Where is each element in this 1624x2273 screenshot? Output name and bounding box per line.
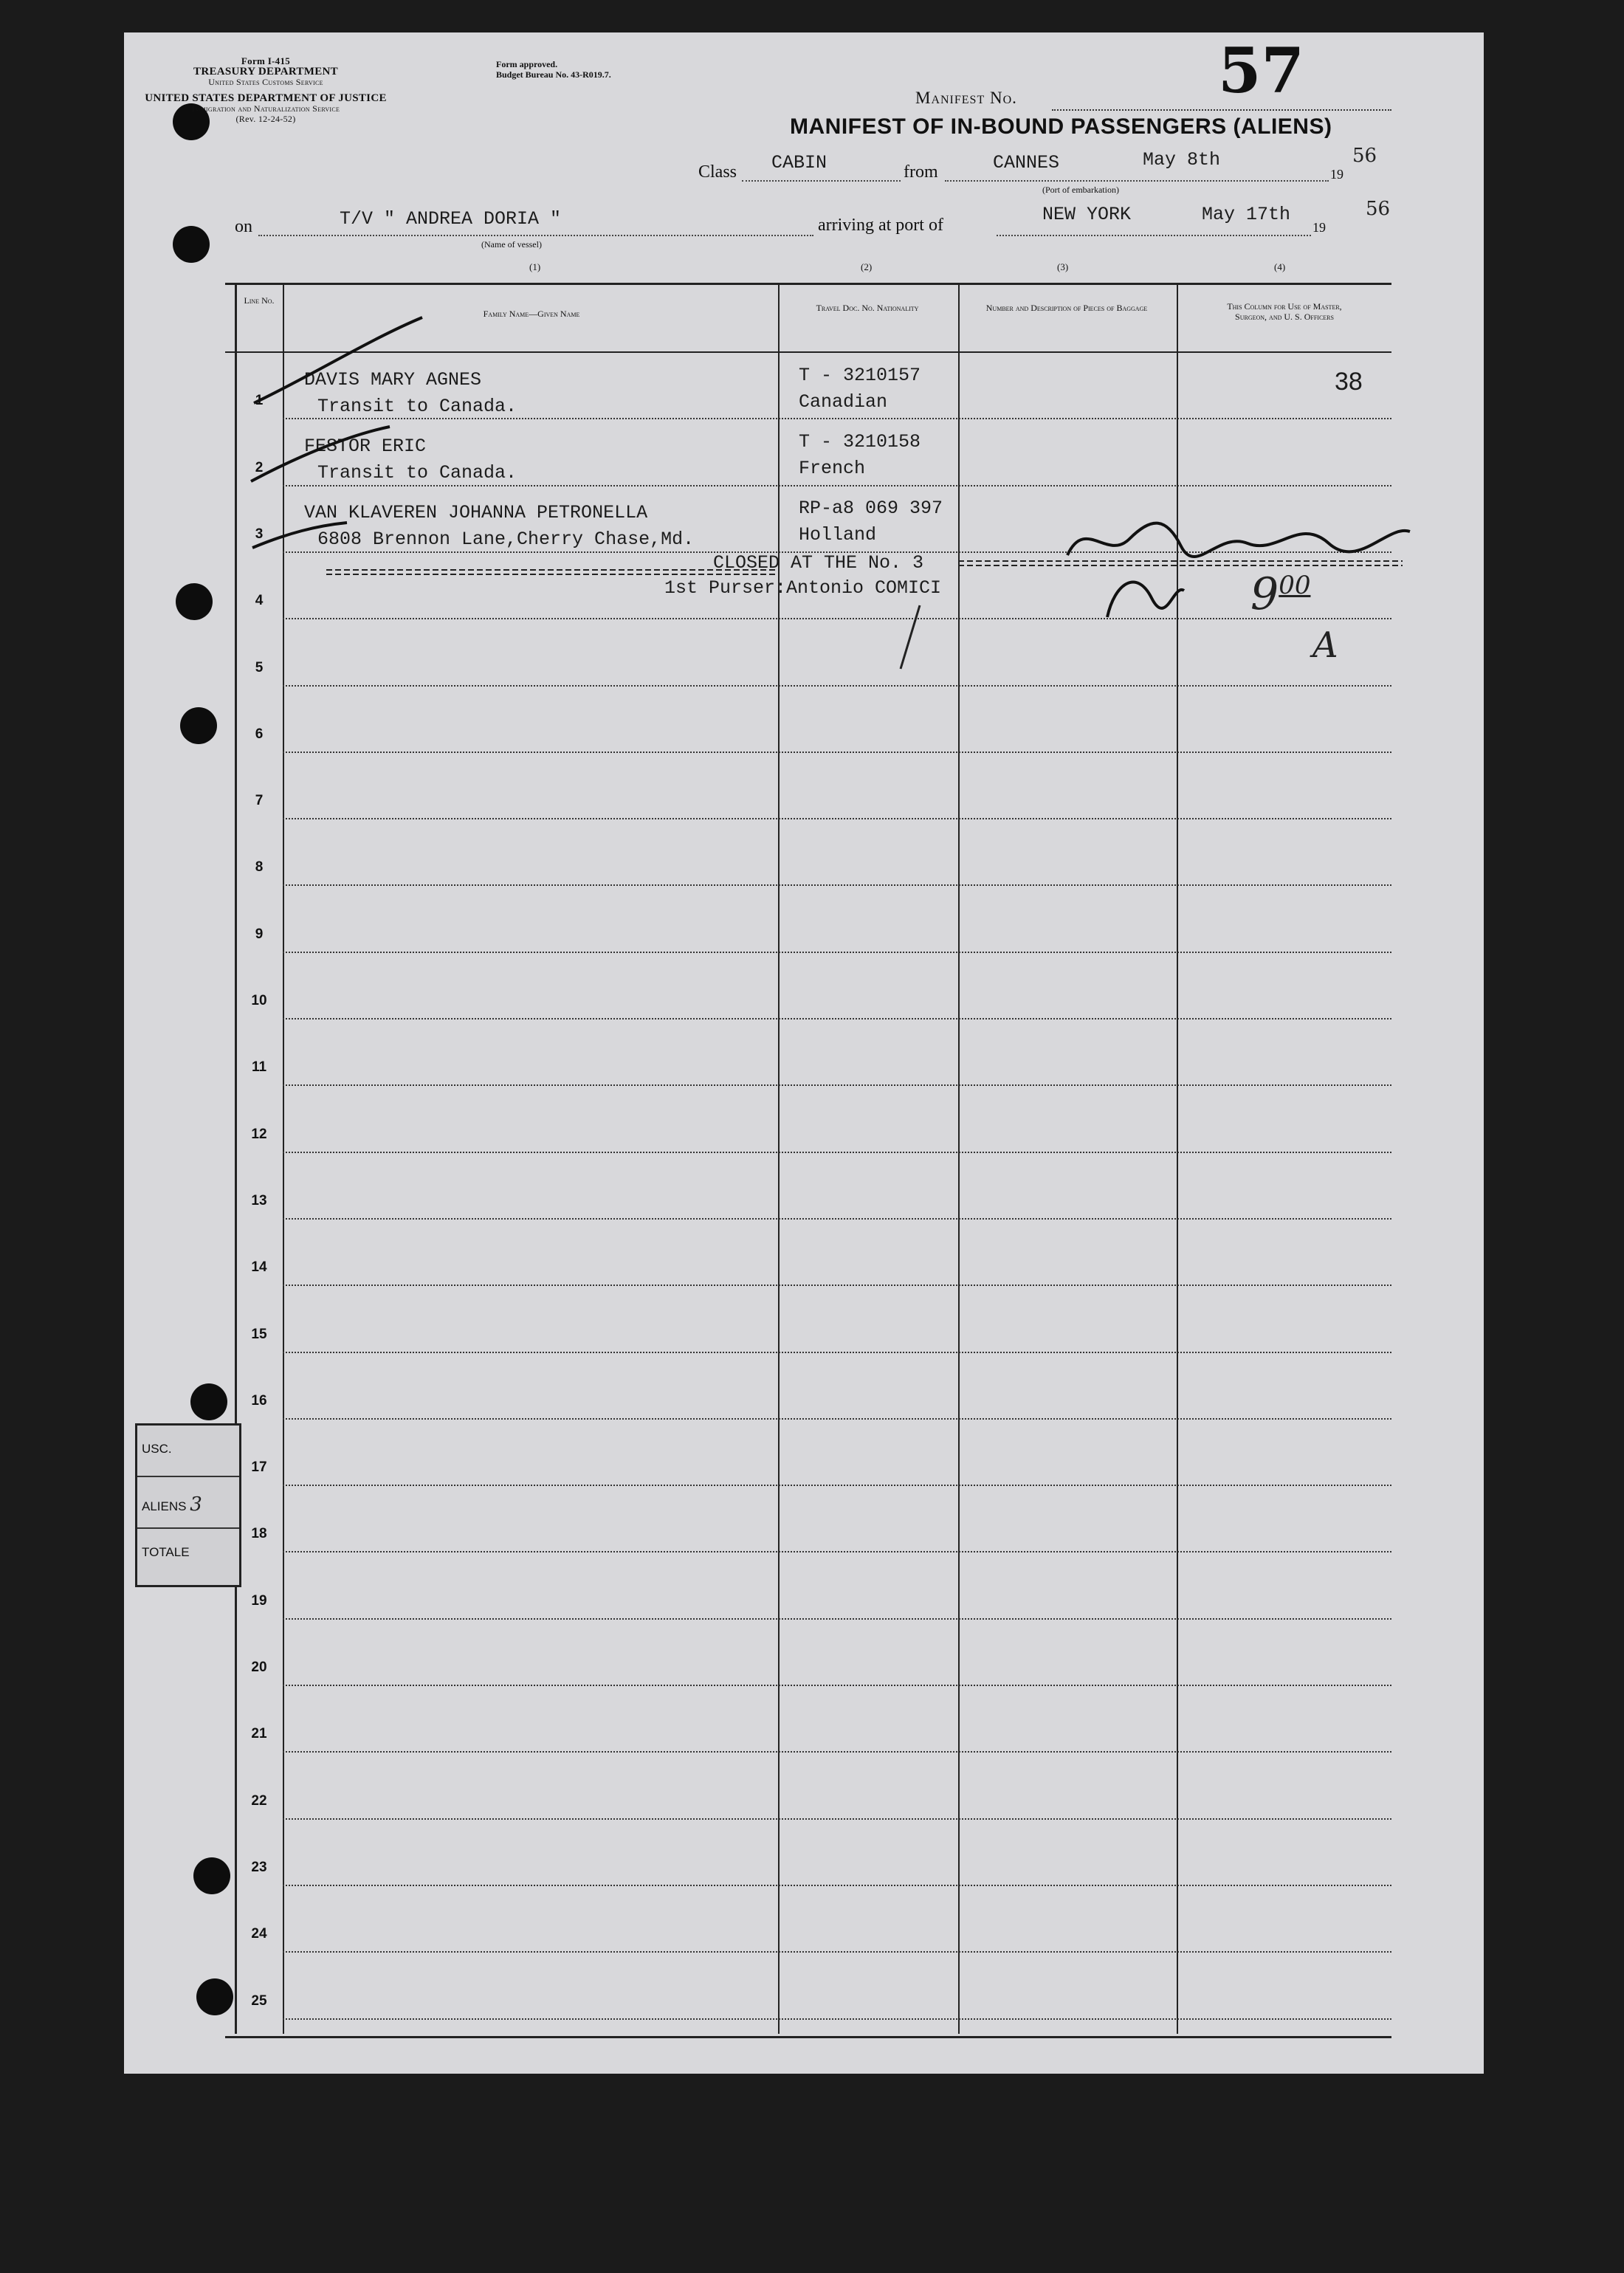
passenger-1-nationality: Canadian (799, 391, 888, 413)
row-number: 23 (251, 1860, 267, 1875)
passenger-2-detail: Transit to Canada. (317, 462, 517, 484)
row-number: 8 (255, 859, 264, 875)
row-number: 2 (255, 460, 264, 475)
tick-stroke (901, 605, 920, 669)
year-prefix: 19 (1330, 167, 1343, 182)
header-baggage: Number and Description of Pieces of Baggage (985, 303, 1148, 313)
arrival-date: May 17th (1202, 204, 1291, 225)
row-number: 11 (251, 1059, 267, 1075)
passenger-1-officer-note: 38 (1335, 368, 1363, 396)
class-value: CABIN (771, 152, 828, 173)
stamp-total-row (137, 1529, 239, 1581)
row-number: 20 (251, 1660, 267, 1675)
passenger-3-detail: 6808 Brennon Lane,Cherry Chase,Md. (317, 529, 695, 550)
passenger-3-doc: RP-a8 069 397 (799, 498, 943, 519)
header-travel-doc: Travel Doc. No. Nationality (816, 303, 919, 313)
closing-rule-right (958, 561, 1403, 565)
departure-year: 56 (1352, 145, 1377, 167)
stamp-usc-label: USC. (142, 1442, 172, 1456)
row-number: 18 (251, 1526, 267, 1541)
passenger-2-nationality: French (799, 458, 866, 479)
row-number: 22 (251, 1793, 267, 1809)
check-stroke-1 (254, 317, 422, 403)
inspector-superscript: 00 (1279, 571, 1311, 600)
row-number: 19 (251, 1593, 267, 1609)
form-number: Form I-415 (241, 55, 291, 66)
treasury-department: TREASURY DEPARTMENT (193, 66, 338, 78)
vessel-name: T/V " ANDREA DORIA " (340, 208, 562, 230)
passenger-3-name: VAN KLAVEREN JOHANNA PETRONELLA (304, 502, 648, 523)
stamp-aliens-label: ALIENS (142, 1499, 187, 1513)
tally-stamp (135, 1423, 241, 1587)
closing-line: CLOSED AT THE No. 3 (713, 552, 924, 574)
header-name: Family Name—Given Name (483, 309, 580, 319)
inspector-initial: A (1312, 625, 1338, 666)
column-number-3: (3) (1057, 261, 1069, 272)
stamp-total-label: TOTALE (142, 1545, 190, 1559)
row-number: 14 (251, 1259, 267, 1275)
approval-text: Form approved. (496, 59, 558, 69)
closing-rule-left (326, 570, 778, 574)
from-value: CANNES (993, 152, 1060, 173)
header-officers: This Column for Use of Master, Surgeon, and U. S. Officers (1227, 301, 1342, 322)
from-label: from (904, 162, 938, 182)
row-number: 4 (255, 593, 264, 608)
port-note: (Port of embarkation) (1042, 185, 1119, 195)
check-stroke-3 (252, 523, 347, 548)
budget-number: Budget Bureau No. 43-R019.7. (496, 69, 611, 80)
row-number: 12 (251, 1127, 267, 1142)
row-number: 1 (255, 393, 264, 408)
row-number: 16 (251, 1393, 267, 1409)
passenger-2-doc: T - 3210158 (799, 431, 921, 453)
row-number: 5 (255, 660, 264, 675)
header-line-no: Line No. (244, 295, 275, 306)
vessel-note: (Name of vessel) (481, 239, 542, 250)
passenger-2-name: FESTOR ERIC (304, 436, 427, 457)
immigration-service: Immigration and Naturalization Service (191, 103, 340, 114)
row-number: 7 (255, 793, 264, 808)
manifest-number: 57 (1218, 34, 1304, 107)
row-number: 3 (255, 526, 264, 542)
justice-department: UNITED STATES DEPARTMENT OF JUSTICE (145, 92, 387, 104)
row-number: 15 (251, 1327, 267, 1342)
column-number-1: (1) (529, 261, 541, 272)
row-number: 24 (251, 1926, 267, 1942)
initials-stroke (1107, 582, 1184, 617)
signature-stroke (1067, 523, 1410, 557)
passenger-1-name: DAVIS MARY AGNES (304, 369, 482, 391)
stamp-usc-row (137, 1426, 239, 1477)
stamp-aliens-value: 3 (190, 1493, 202, 1516)
on-label: on (235, 217, 252, 236)
row-number: 25 (251, 1993, 267, 2009)
row-number: 10 (251, 993, 267, 1008)
passenger-3-nationality: Holland (799, 524, 877, 546)
row-number: 21 (251, 1726, 267, 1741)
manifest-label: Manifest No. (915, 89, 1017, 107)
arrival-year-prefix: 19 (1312, 220, 1326, 235)
column-number-4: (4) (1274, 261, 1286, 272)
class-label: Class (698, 162, 737, 182)
form-revision: (Rev. 12-24-52) (235, 114, 296, 124)
arriving-label: arriving at port of (818, 216, 943, 235)
row-number: 13 (251, 1193, 267, 1208)
passenger-1-detail: Transit to Canada. (317, 396, 517, 417)
arrival-port: NEW YORK (1042, 204, 1132, 225)
row-number: 17 (251, 1459, 267, 1475)
departure-date: May 8th (1143, 149, 1221, 171)
purser-line: 1st Purser:Antonio COMICI (664, 577, 942, 599)
check-stroke-2 (251, 427, 390, 481)
column-number-2: (2) (861, 261, 873, 272)
passenger-1-doc: T - 3210157 (799, 365, 921, 386)
row-number: 9 (255, 926, 264, 942)
stamp-aliens-row (137, 1477, 239, 1529)
row-number: 6 (255, 726, 264, 742)
manifest-title: MANIFEST OF IN-BOUND PASSENGERS (ALIENS) (790, 114, 1332, 139)
customs-service: United States Customs Service (208, 77, 323, 87)
arrival-year: 56 (1366, 198, 1391, 220)
inspector-number: 9 (1250, 568, 1279, 620)
